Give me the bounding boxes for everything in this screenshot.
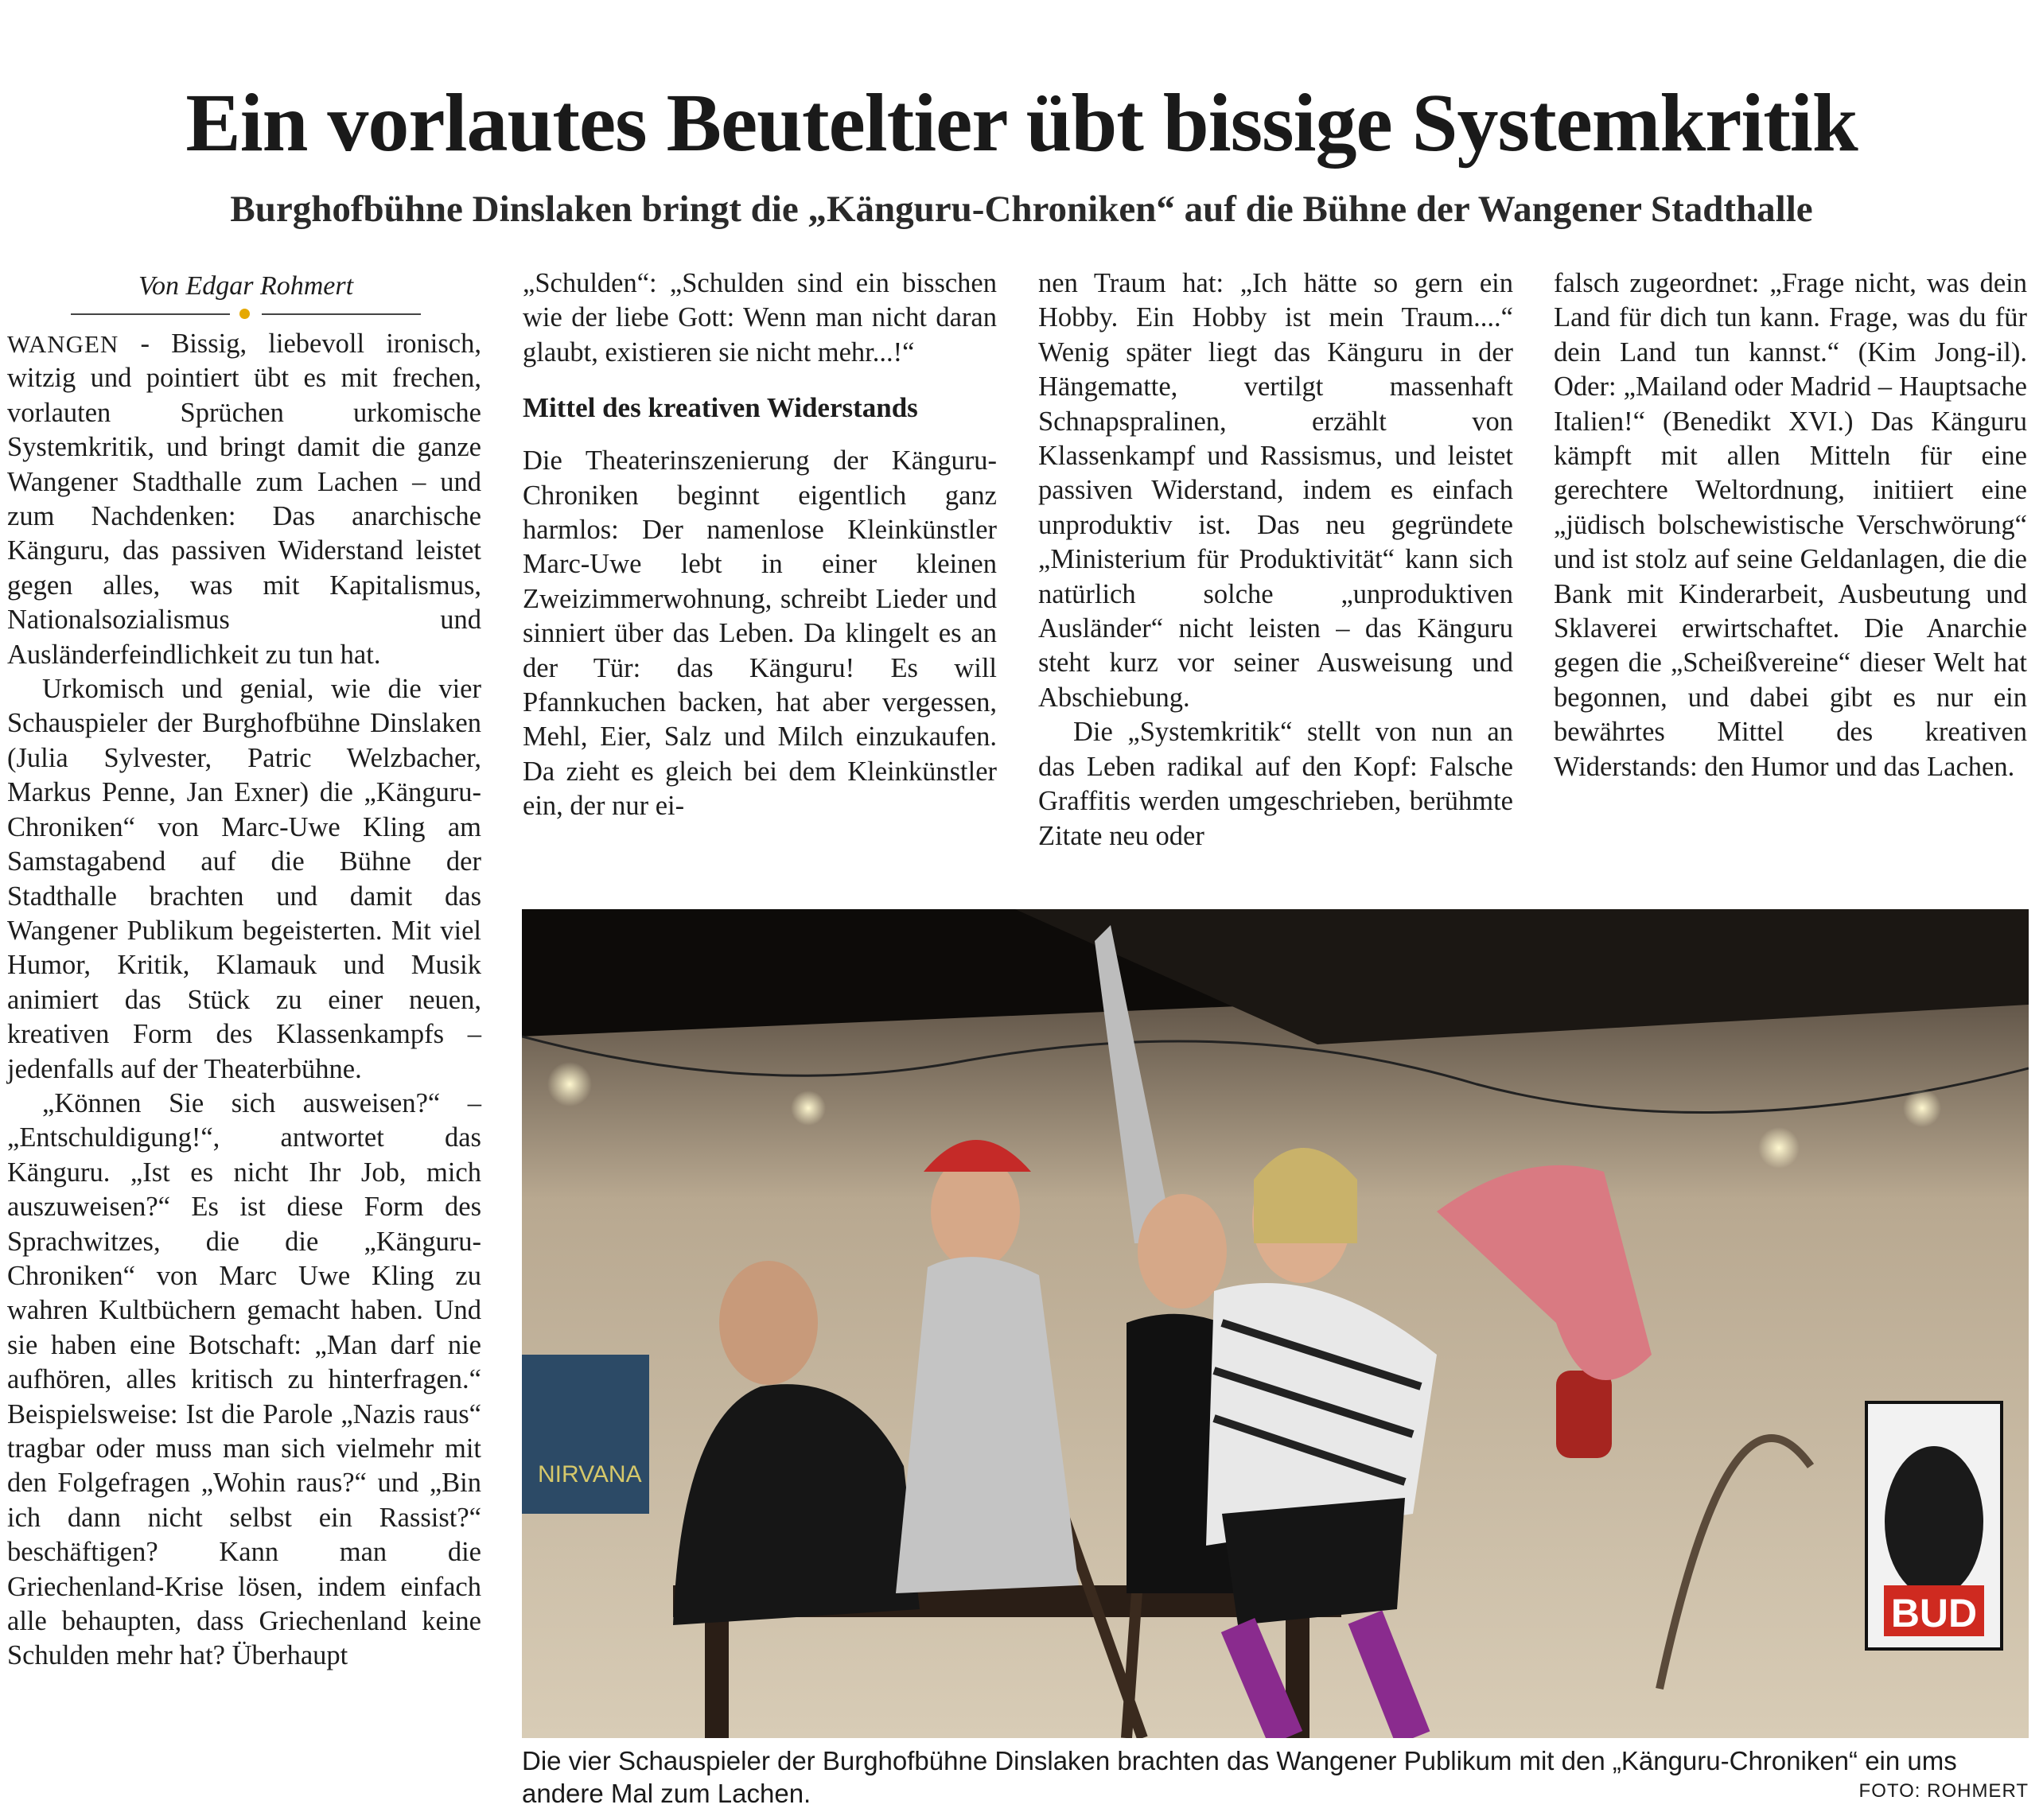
body-paragraph: nen Traum hat: „Ich hätte so gern ein Hobby. Ein Hobby ist mein Traum....“ Wenig später liegt das Känguru in der Hängematte, vertilgt massenhaft Schnapspralinen, erzählt von Klassenkampf und Rassismus, und leistet passiven Widerstand, indem es einfach unproduktiv ist. Das neu gegründete „Ministerium für Produktivität“ kann sich natürlich solche „unproduktiven Ausländer“ nicht leisten – das Känguru steht kurz vor seiner Ausweisung und Abschiebung. bbox=[1038, 268, 1513, 713]
divider-dot-icon bbox=[239, 309, 250, 319]
headline: Ein vorlautes Beuteltier übt bissige Systemkritik bbox=[185, 77, 1858, 169]
divider-line-left bbox=[71, 313, 230, 315]
photo-caption: Die vier Schauspieler der Burghofbühne Dinslaken brachten das Wangener Publikum mit den „Känguru-Chroniken“ ein ums andere Mal zum Lachen. bbox=[522, 1746, 1957, 1808]
article-column-2 bbox=[523, 266, 997, 824]
subheadline: Burghofbühne Dinslaken bringt die „Känguru-Chroniken“ auf die Bühne der Wangener Stadthalle bbox=[230, 189, 1813, 230]
body-paragraph: Die Theaterinszenierung der Känguru-Chroniken beginnt eigentlich ganz harmlos: Der namenlose Kleinkünstler Marc-Uwe lebt in einer kleinen Zweizimmerwohnung, schreibt Lieder und sinniert über das Leben. Da klingelt es an der Tür: das Känguru! Es will Pfannkuchen backen, hat aber vergessen, Mehl, Eier, Salz und Milch einzukaufen. Da zieht es gleich bei dem Kleinkünstler ein, der nur ei- bbox=[523, 445, 997, 822]
body-paragraph: Die „Systemkritik“ stellt von nun an das Leben radikal auf den Kopf: Falsche Graffitis werden umgeschrieben, berühmte Zitate neu oder bbox=[1038, 717, 1513, 851]
byline-divider bbox=[71, 306, 421, 322]
dateline: WANGEN bbox=[7, 330, 119, 358]
article-column-1 bbox=[7, 266, 481, 1674]
photo-credit: FOTO: ROHMERT bbox=[1858, 1780, 2029, 1802]
stage-photo bbox=[522, 909, 2029, 1738]
byline: Von Edgar Rohmert bbox=[138, 271, 354, 301]
article-column-4 bbox=[1554, 266, 2027, 784]
section-subheading: Mittel des kreativen Widerstands bbox=[523, 392, 918, 424]
body-paragraph: Urkomisch und genial, wie die vier Schauspieler der Burghofbühne Dinslaken (Julia Sylvester, Patric Welzbacher, Markus Penne, Jan Exner) die „Känguru-Chroniken“ von Marc-Uwe Kling am Samstagabend auf die Bühne der Stadthalle brachten und damit das Wangener Publikum begeisterten. Mit viel Humor, Kritik, Klamauk und Musik animiert das Stück zu einer neuen, kreativen Form des Klassenkampfs – jedenfalls auf der Theaterbühne. bbox=[7, 674, 481, 1084]
bud-poster-text: BUD bbox=[1890, 1591, 1978, 1635]
article-column-3 bbox=[1038, 266, 1513, 854]
body-paragraph bbox=[7, 327, 481, 672]
divider-line-right bbox=[262, 313, 421, 315]
body-paragraph: falsch zugeordnet: „Frage nicht, was dein Land für dich tun kann. Frage, was du für dein Land tun kannst.“ (Kim Jong-il). Oder: „Mailand oder Madrid – Hauptsache Italien!“ (Benedikt XVI.) Das Känguru kämpft mit allen Mitteln für eine gerechtere Weltordnung, initiiert eine „jüdisch bolschewistische Verschwörung“ und ist stolz auf seine Geldanlagen, die die Bank mit Kinderarbeit, Ausbeutung und Sklaverei erwirtschaftet. Die Anarchie gegen die „Scheißvereine“ dieser Welt hat begonnen, und dabei gibt es nur ein bewährtes Mittel des kreativen Widerstands: den Humor und das Lachen. bbox=[1554, 268, 2027, 782]
body-text: - Bissig, liebevoll ironisch, witzig und pointiert übt es mit frechen, vorlauten Sprüchen urkomische Systemkritik, und bringt damit die ganze Wangener Stadthalle zum Lachen – und zum Nachdenken: Das anarchische Känguru, das passiven Widerstand leistet gegen alles, was mit Kapitalismus, Nationalsozialismus und Ausländerfeindlichkeit zu tun hat. bbox=[7, 329, 481, 670]
stage-photo-illustration bbox=[522, 909, 2029, 1738]
body-paragraph: „Können Sie sich ausweisen?“ – „Entschuldigung!“, antwortet das Känguru. „Ist es nicht Ihr Job, mich auszuweisen?“ Es ist diese Form des Sprachwitzes, die die „Känguru-Chroniken“ von Marc Uwe Kling zu wahren Kultbüchern gemacht haben. Und sie haben eine Botschaft: „Man darf nie aufhören, alles kritisch zu hinterfragen.“ Beispielsweise: Ist die Parole „Nazis raus“ tragbar oder muss man sich vielmehr mit den Folgefragen „Wohin raus?“ und „Bin ich dann nicht selbst ein Rassist?“ beschäftigen? Kann man die Griechenland-Krise lösen, indem einfach alle behaupten, dass Griechenland keine Schulden mehr hat? Überhaupt bbox=[7, 1087, 481, 1671]
body-paragraph: „Schulden“: „Schulden sind ein bisschen wie der liebe Gott: Wenn man nicht daran glaubt, existieren sie nicht mehr...!“ bbox=[523, 268, 997, 368]
album-poster-text: NIRVANA bbox=[538, 1461, 642, 1488]
